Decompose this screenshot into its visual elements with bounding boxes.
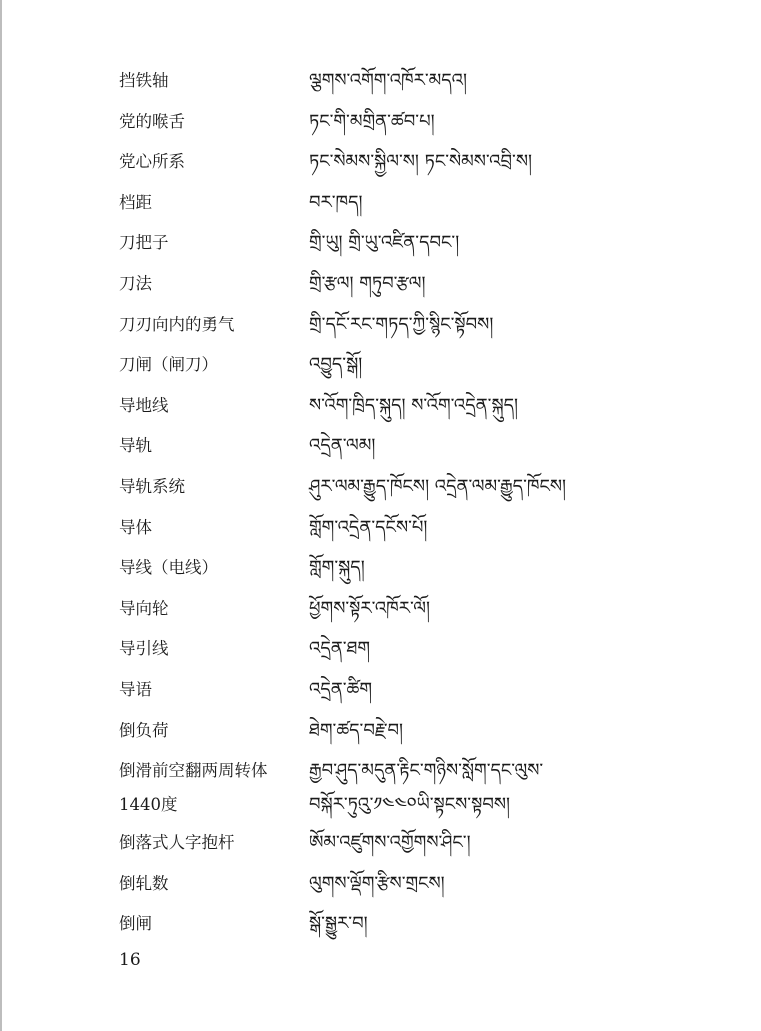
glossary-entry	[119, 348, 719, 389]
glossary-entry	[119, 145, 719, 186]
chinese-term: 挡铁轴	[119, 71, 169, 90]
glossary-entry	[119, 186, 719, 227]
glossary-entry	[119, 867, 719, 908]
chinese-term: 倒轧数	[119, 873, 169, 893]
tibetan-term: བར་ཁད།	[309, 191, 363, 213]
tibetan-term: འབྱུད་སྒོ།	[309, 354, 363, 376]
glossary-entry	[119, 754, 719, 826]
chinese-term: 导向轮	[119, 598, 169, 618]
chinese-term: 倒负荷	[119, 720, 169, 740]
tibetan-term: ཤུར་ལམ་རྒྱུད་ཁོངས། འདྲེན་ལམ་རྒྱུད་ཁོངས།	[309, 475, 567, 497]
tibetan-term: ཕྱོགས་སྟོར་འཁོར་ལོ།	[309, 597, 430, 619]
chinese-term: 倒落式人字抱杆	[119, 833, 235, 853]
chinese-term: 倒滑前空翻两周转体 1440度	[119, 761, 268, 815]
tibetan-term: སྒོ་སྒྱུར་བ།	[309, 913, 368, 935]
chinese-term: 倒闸	[119, 914, 152, 934]
tibetan-term: གློག་འདྲེན་དངོས་པོ།	[309, 516, 428, 538]
glossary-entry	[119, 714, 719, 755]
chinese-term: 刀法	[119, 273, 152, 293]
chinese-term: 导线（电线）	[119, 558, 218, 578]
chinese-term: 档距	[119, 192, 152, 212]
glossary-entry	[119, 673, 719, 714]
chinese-term: 党的喉舌	[119, 111, 185, 131]
chinese-term: 导轨系统	[119, 476, 185, 496]
chinese-term: 刀刃向内的勇气	[119, 314, 235, 334]
chinese-term: 导语	[119, 679, 152, 699]
tibetan-term: ཐེག་ཚད་བརྗེ་བ།	[309, 719, 404, 741]
glossary-entry	[119, 907, 719, 948]
chinese-term: 党心所系	[119, 152, 185, 172]
glossary-entry	[119, 64, 719, 105]
chinese-term: 导引线	[119, 639, 169, 659]
tibetan-term: རྒྱབ་ཤུད་མདུན་རྟིང་གཉིས་སློག་དང་ལུས་ བསྐོར་ཏུའུ་༡༤༤༠ཡི་སྟངས་སྟབས།	[309, 760, 544, 816]
glossary-entry	[119, 470, 719, 511]
tibetan-term: ལུགས་ལྡོག་རྩིས་གྲངས།	[309, 872, 445, 894]
glossary-entry	[119, 105, 719, 146]
tibetan-term: གློག་སྐུད།	[309, 557, 365, 579]
glossary-entry	[119, 226, 719, 267]
tibetan-term: གྲི་ཡུ། གྲི་ཡུ་འཛིན་དབང་།	[309, 232, 460, 254]
tibetan-term: འདྲེན་ལམ།	[309, 435, 376, 457]
glossary-entry	[119, 826, 719, 867]
glossary-list	[119, 64, 719, 948]
tibetan-term: ས་འོག་ཁྲིད་སྐུད། ས་འོག་འདྲེན་སྐུད།	[309, 394, 519, 416]
glossary-entry	[119, 267, 719, 308]
tibetan-term: གྲི་དངོ་རང་གཏད་ཀྱི་སྙིང་སྟོབས།	[309, 313, 494, 335]
glossary-entry	[119, 429, 719, 470]
tibetan-term: འདྲེན་ཐག	[309, 638, 371, 660]
tibetan-term: ཏང་སེམས་སྐྱིལ་ས། ཏང་སེམས་འབྲི་ས།	[309, 151, 532, 173]
page-number: 16	[119, 950, 141, 970]
chinese-term: 刀闸（闸刀）	[119, 355, 218, 375]
glossary-entry	[119, 511, 719, 552]
tibetan-term: ལྕགས་འགོག་འཁོར་མདའ།	[309, 70, 468, 91]
glossary-entry	[119, 592, 719, 633]
chinese-term: 刀把子	[119, 233, 169, 253]
glossary-entry	[119, 389, 719, 430]
chinese-term: 导地线	[119, 395, 169, 415]
tibetan-term: འདྲེན་ཚིག	[309, 678, 373, 700]
glossary-entry	[119, 632, 719, 673]
chinese-term: 导体	[119, 517, 152, 537]
tibetan-term: ཏང་གི་མགྲིན་ཚབ་པ།	[309, 110, 435, 132]
tibetan-term: ཨོམ་འཛུགས་འགྱོགས་ཤིང་།	[309, 832, 471, 854]
glossary-entry	[119, 551, 719, 592]
glossary-entry	[119, 308, 719, 349]
tibetan-term: གྲི་རྩལ། གཏུབ་རྩལ།	[309, 272, 426, 294]
chinese-term: 导轨	[119, 436, 152, 456]
page-edge-rule	[0, 0, 2, 1031]
